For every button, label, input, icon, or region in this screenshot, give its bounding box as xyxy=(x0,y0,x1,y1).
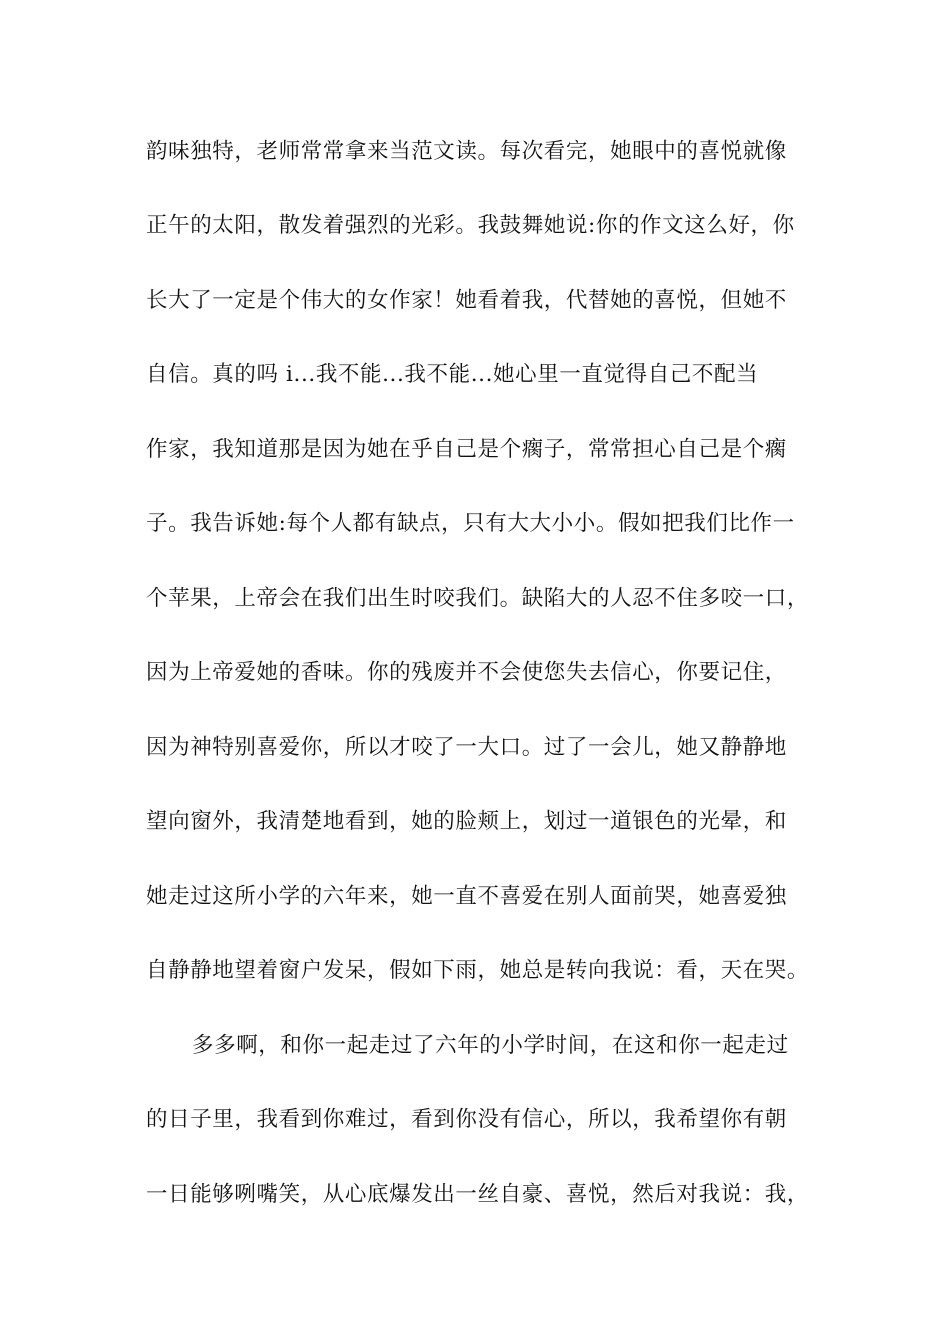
text-line: 望向窗外，我清楚地看到，她的脸颊上，划过一道银色的光晕，和 xyxy=(146,809,787,834)
text-line: 因为神特别喜爱你，所以才咬了一大口。过了一会儿，她又静静地 xyxy=(146,735,787,760)
text-line: 长大了一定是个伟大的女作家！她看着我，代替她的喜悦，但她不 xyxy=(146,288,787,313)
text-line: 因为上帝爱她的香味。你的残废并不会使您失去信心，你要记住， xyxy=(146,660,787,685)
text-line: 自静静地望着窗户发呆，假如下雨，她总是转向我说：看，天在哭。 xyxy=(146,958,810,983)
text-line: 一日能够咧嘴笑，从心底爆发出一丝自豪、喜悦，然后对我说：我， xyxy=(146,1182,810,1207)
text-line: 的日子里，我看到你难过，看到你没有信心，所以，我希望你有朝 xyxy=(146,1107,787,1132)
text-line: 她走过这所小学的六年来，她一直不喜爱在别人面前哭，她喜爱独 xyxy=(146,884,787,909)
text-line: 作家，我知道那是因为她在乎自己是个瘸子，常常担心自己是个瘸 xyxy=(146,437,787,462)
text-line: 韵味独特，老师常常拿来当范文读。每次看完，她眼中的喜悦就像 xyxy=(146,139,787,164)
paragraph-start-line: 多多啊，和你一起走过了六年的小学时间，在这和你一起走过 xyxy=(192,1033,789,1058)
text-line: 自信。真的吗 i...我不能...我不能...她心里一直觉得自己不配当 xyxy=(146,362,759,387)
text-line: 子。我告诉她:每个人都有缺点，只有大大小小。假如把我们比作一 xyxy=(146,511,795,536)
text-line: 正午的太阳，散发着强烈的光彩。我鼓舞她说:你的作文这么好，你 xyxy=(146,213,795,238)
text-line: 个苹果，上帝会在我们出生时咬我们。缺陷大的人忍不住多咬一口， xyxy=(146,586,810,611)
